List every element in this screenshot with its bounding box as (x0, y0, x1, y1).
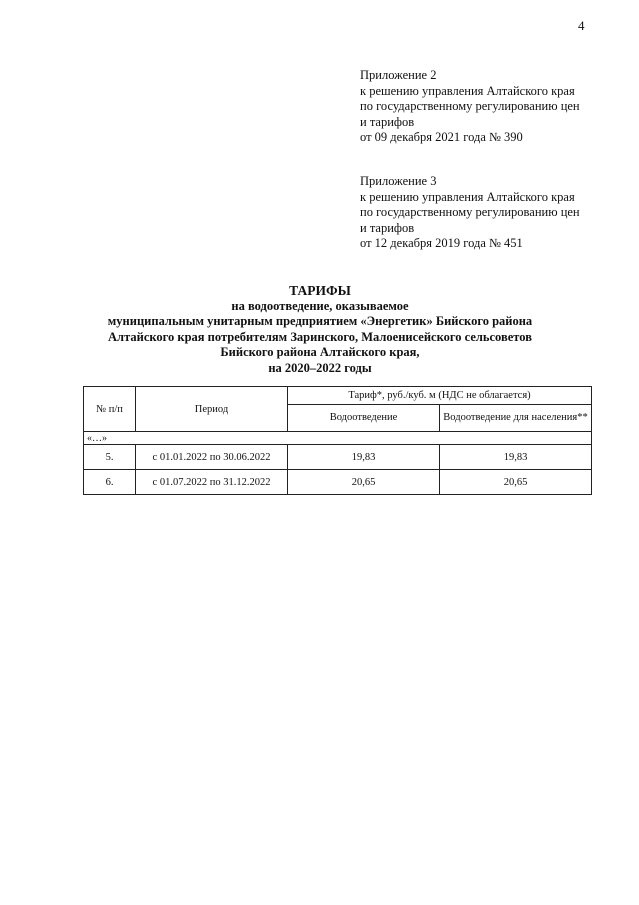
appendix-2-title: Приложение 2 (360, 68, 437, 82)
tariffs-table (83, 386, 592, 495)
appendix-3-date: от 12 декабря 2019 года № 451 (360, 236, 523, 250)
title-line: на водоотведение, оказываемое (231, 298, 409, 313)
cell-wastewater-population: 20,65 (440, 470, 592, 495)
table-row-ellipsis (84, 432, 592, 445)
title-line: муниципальным унитарным предприятием «Энергетик» Бийского района (107, 314, 533, 328)
title-line: Бийского района Алтайского края, (220, 345, 420, 359)
cell-period: с 01.01.2022 по 30.06.2022 (136, 445, 288, 470)
appendix-2-line: по государственному регулированию цен (360, 99, 580, 113)
header-wastewater: Водоотведение (288, 405, 440, 432)
title-line: на 2020–2022 годы (268, 360, 372, 375)
appendix-3-header (360, 174, 630, 252)
appendix-3-line: по государственному регулированию цен (360, 205, 580, 219)
header-num: № п/п (84, 387, 136, 432)
appendix-2-line: к решению управления Алтайского края (360, 83, 575, 98)
title-line: Алтайского края потребителям Заринского, Малоенисейского сельсоветов (108, 329, 532, 344)
document-title: ТАРИФЫ (289, 283, 351, 298)
appendix-2-line: и тарифов (360, 114, 415, 129)
cell-wastewater: 20,65 (288, 470, 440, 495)
cell-num: 6. (84, 470, 136, 495)
cell-wastewater: 19,83 (288, 445, 440, 470)
header-period: Период (136, 387, 288, 432)
appendix-2-date: от 09 декабря 2021 года № 390 (360, 130, 523, 144)
header-wastewater-population: Водоотведение для населения** (440, 405, 592, 432)
cell-period: с 01.07.2022 по 31.12.2022 (136, 470, 288, 495)
document-title-block (60, 283, 580, 376)
header-tariff: Тариф*, руб./куб. м (НДС не облагается) (288, 387, 592, 405)
cell-num: 5. (84, 445, 136, 470)
appendix-3-line: и тарифов (360, 220, 415, 235)
page-number: 4 (578, 18, 585, 33)
cell-wastewater-population: 19,83 (440, 445, 592, 470)
table-row (84, 445, 592, 470)
appendix-2-header (360, 68, 630, 146)
table-header-row (84, 387, 592, 405)
appendix-3-line: к решению управления Алтайского края (360, 189, 575, 204)
table-row (84, 470, 592, 495)
appendix-3-title: Приложение 3 (360, 174, 437, 188)
ellipsis-cell: «…» (84, 432, 592, 445)
